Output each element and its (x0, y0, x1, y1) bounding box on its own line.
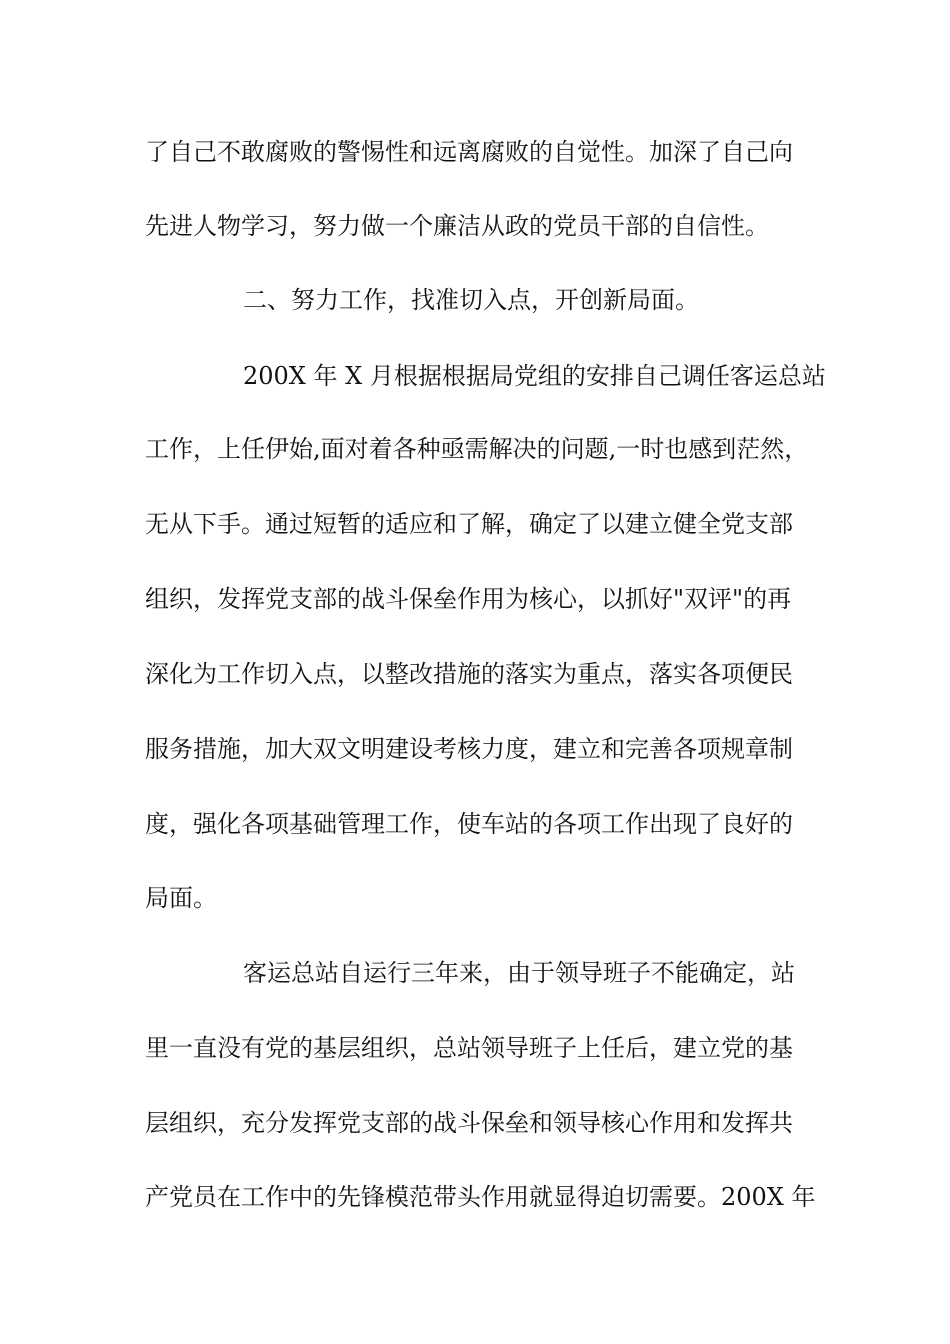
text-line-5: 工作，上任伊始,面对着各种亟需解决的问题,一时也感到茫然， (145, 435, 809, 463)
text-line-9: 服务措施，加大双文明建设考核力度，建立和完善各项规章制 (145, 735, 793, 763)
text-line-14: 层组织，充分发挥党支部的战斗保垒和领导核心作用和发挥共 (145, 1109, 793, 1137)
text-line-8: 深化为工作切入点，以整改措施的落实为重点，落实各项便民 (145, 660, 793, 688)
text-line-6: 无从下手。通过短暂的适应和了解，确定了以建立健全党支部 (145, 510, 793, 538)
text-line-4: 200X 年 X 月根据根据局党组的安排自己调任客运总站 (243, 362, 826, 390)
text-line-13: 里一直没有党的基层组织，总站领导班子上任后，建立党的基 (145, 1034, 793, 1062)
text-line-10: 度，强化各项基础管理工作，使车站的各项工作出现了良好的 (145, 810, 793, 838)
text-line-7: 组织，发挥党支部的战斗保垒作用为核心，以抓好"双评"的再 (145, 585, 792, 613)
section-heading: 二、努力工作，找准切入点，开创新局面。 (243, 286, 699, 314)
text-line-1: 了自己不敢腐败的警惕性和远离腐败的自觉性。加深了自己向 (145, 138, 793, 166)
text-line-12: 客运总站自运行三年来，由于领导班子不能确定，站 (243, 959, 795, 987)
text-line-15: 产党员在工作中的先锋模范带头作用就显得迫切需要。200X 年 (145, 1183, 816, 1211)
text-line-2: 先进人物学习，努力做一个廉洁从政的党员干部的自信性。 (145, 212, 769, 240)
text-line-11: 局面。 (145, 884, 217, 912)
